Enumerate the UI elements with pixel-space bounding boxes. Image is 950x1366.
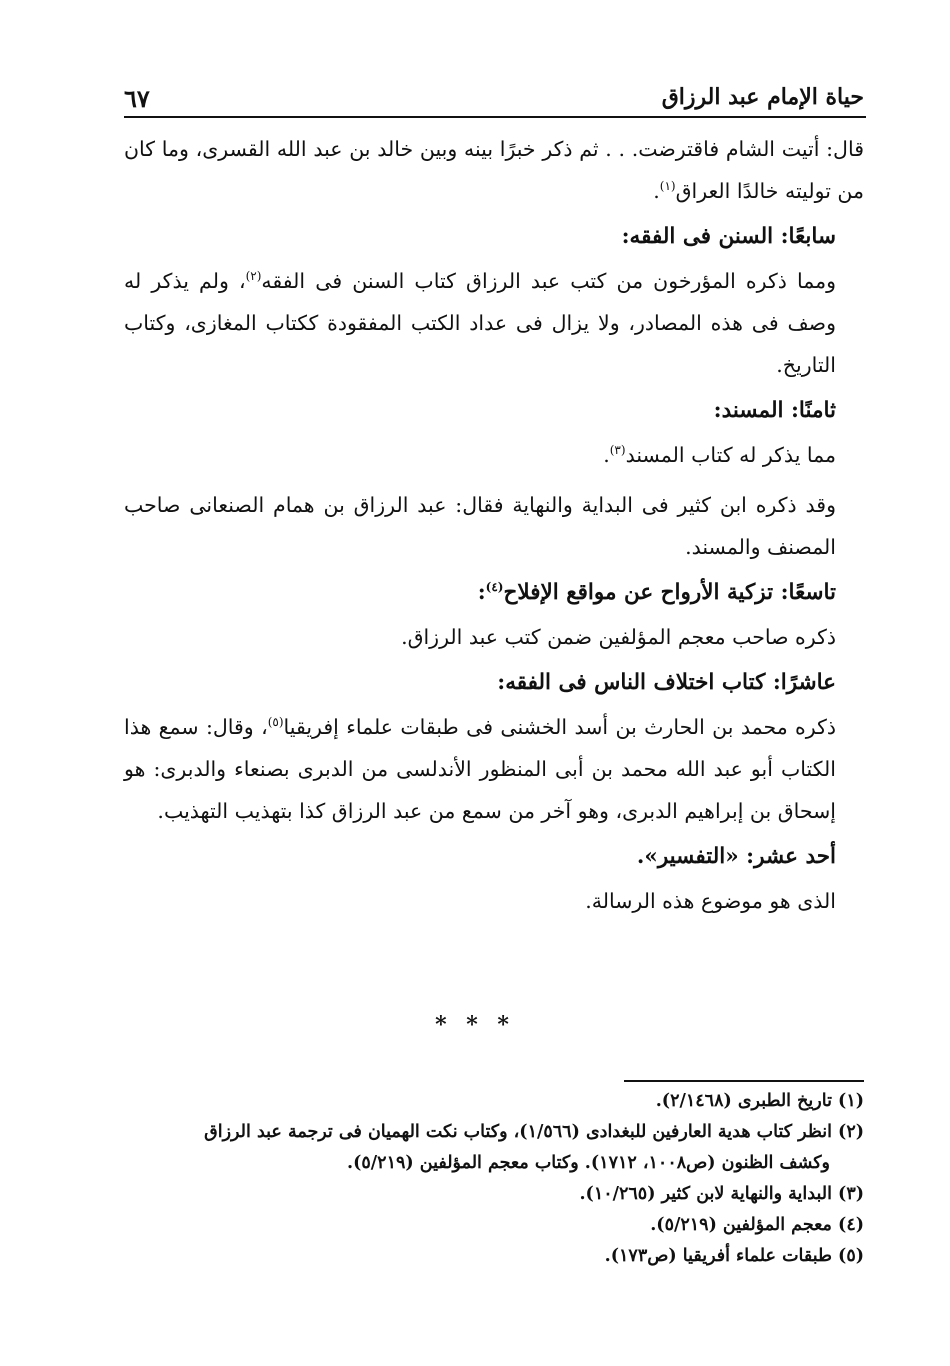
footnote-ref: (٤) [485, 579, 504, 594]
paragraph: ذكره محمد بن الحارث بن أسد الخشنى فى طبقات علماء إفريقيا$^{(٥)}$، وقال: سمع هذا الكتاب أبو عبد الله محمد بن أبى المنظور الأندلسى من الدبرى بصنعاء والدبرى: هو إسحاق بن إبراهيم الدبرى، وهو آخر من سمع من عبد الرزاق كذا بتهذيب التهذيب. [124, 715, 836, 823]
header-rule [124, 116, 866, 118]
page-header [124, 78, 864, 114]
footnotes [124, 1086, 864, 1272]
section-heading: ثامنًا: المسند: [713, 398, 836, 423]
footnote-ref: (٣) [609, 443, 626, 458]
footnote: (٥) طبقات علماء أفريقيا (ص١٧٣). [604, 1246, 864, 1266]
footnote-ref: (١) [659, 179, 676, 194]
footnote-ref: (٢) [245, 269, 262, 284]
running-title: حياة الإمام عبد الرزاق [661, 84, 864, 110]
footnote-rule [624, 1080, 864, 1082]
main-text [124, 128, 864, 922]
footnote-ref: (٥) [267, 715, 284, 730]
paragraph: قال: أتيت الشام فاقترضت. . . ثم ذكر خبرًا بينه وبين خالد بن عبد الله القسرى، وما كان من توليته خالدًا العراق$^{(١)}$. [124, 137, 864, 203]
section-heading: تاسعًا: تزكية الأرواح عن مواقع الإفلاح$^{(٤)}$: [477, 579, 836, 605]
section-heading: عاشرًا: كتاب اختلاف الناس فى الفقه: [497, 670, 836, 695]
footnote: (٣) البداية والنهاية لابن كثير (١٠/٢٦٥). [579, 1184, 864, 1204]
footnote: (١) تاريخ الطبرى (٢/١٤٦٨). [655, 1091, 864, 1111]
footnote-continuation: وكشف الظنون (ص١٠٠٨، ١٧١٢). وكتاب معجم المؤلفين (٥/٢١٩). [347, 1153, 830, 1173]
paragraph: وقد ذكره ابن كثير فى البداية والنهاية فقال: عبد الرزاق بن همام الصنعانى صاحب المصنف والمسند. [124, 493, 836, 559]
section-heading: أحد عشر: «التفسير». [636, 844, 836, 869]
footnote: (٤) معجم المؤلفين (٥/٢١٩). [650, 1215, 864, 1235]
paragraph: ذكره صاحب معجم المؤلفين ضمن كتب عبد الرزاق. [401, 625, 836, 649]
paragraph: الذى هو موضوع هذه الرسالة. [585, 889, 836, 913]
page-number: ٦٧ [124, 84, 150, 113]
paragraph: مما يذكر له كتاب المسند$^{(٣)}$. [603, 443, 836, 467]
section-divider-stars: * * * [435, 1012, 515, 1038]
paragraph: ومما ذكره المؤرخون من كتب عبد الرزاق كتاب السنن فى الفقه$^{(٢)}$، ولم يذكر له وصف فى هذه المصادر، ولا يزال فى عداد الكتب المفقودة ككتاب المغازى، وكتاب التاريخ. [124, 269, 836, 377]
section-heading: سابعًا: السنن فى الفقه: [621, 224, 836, 249]
footnote: (٢) انظر كتاب هدية العارفين للبغدادى (١/٥٦٦)، وكتاب نكت الهميان فى ترجمة عبد الرزاق [204, 1122, 864, 1142]
